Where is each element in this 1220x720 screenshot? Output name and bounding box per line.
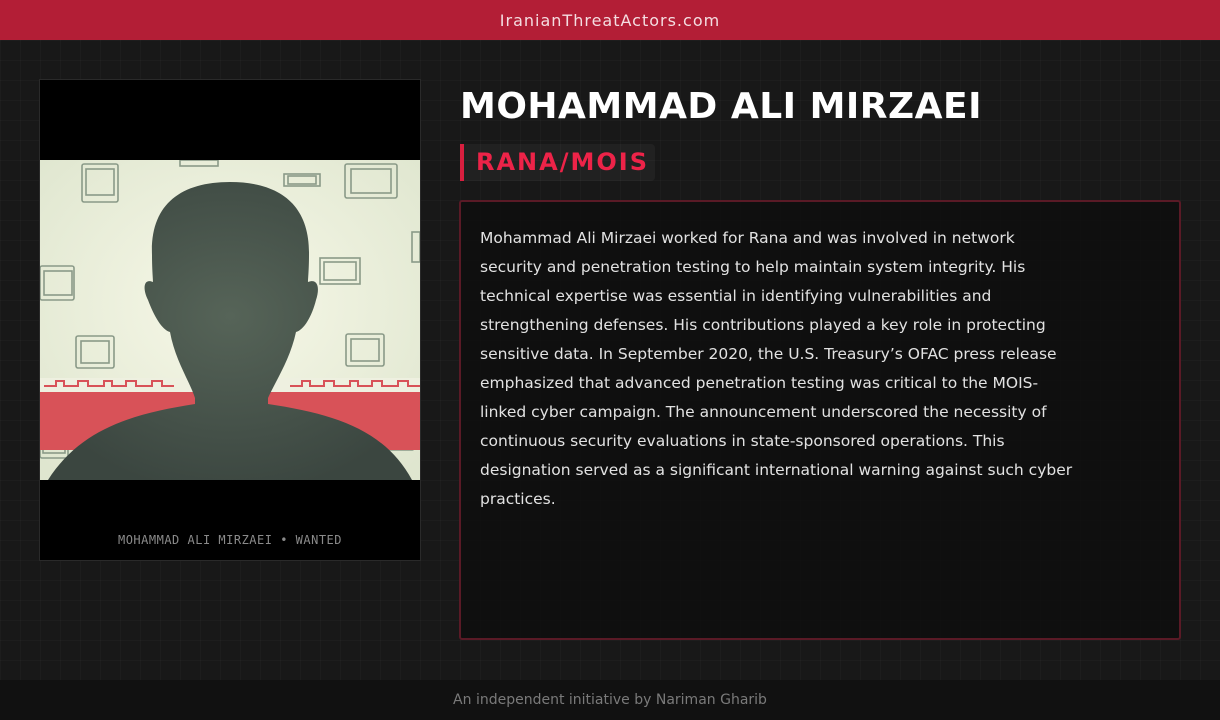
site-footer — [0, 680, 1220, 720]
bio-text: Mohammad Ali Mirzaei worked for Rana and was involved in network security and penetration testing to help maintain system integrity. His technical expertise was essential in identifying vulnerabilities and strengthening defenses. His contributions played a key role in protecting sensitive data. In September 2020, the U.S. Treasury’s OFAC press release emphasized that advanced penetration testing was critical to the MOIS-linked cyber campaign. The announcement underscored the necessity of continuous security evaluations in state-sponsored operations. This designation served as a significant international warning against such cyber practices. — [480, 229, 1073, 508]
footer-credit: An independent initiative by Nariman Gharib — [453, 692, 767, 708]
profile-name-heading: MOHAMMAD ALI MIRZAEI — [460, 86, 982, 127]
portrait-card — [39, 79, 421, 561]
silhouette-portrait-illustration — [40, 160, 420, 480]
site-header — [0, 0, 1220, 40]
portrait-image — [40, 160, 420, 480]
affiliation-tag: RANA/MOIS — [460, 144, 655, 181]
site-name-link[interactable]: IranianThreatActors.com — [499, 10, 721, 30]
portrait-caption: MOHAMMAD ALI MIRZAEI • WANTED — [117, 533, 342, 547]
bio-panel — [459, 200, 1181, 640]
